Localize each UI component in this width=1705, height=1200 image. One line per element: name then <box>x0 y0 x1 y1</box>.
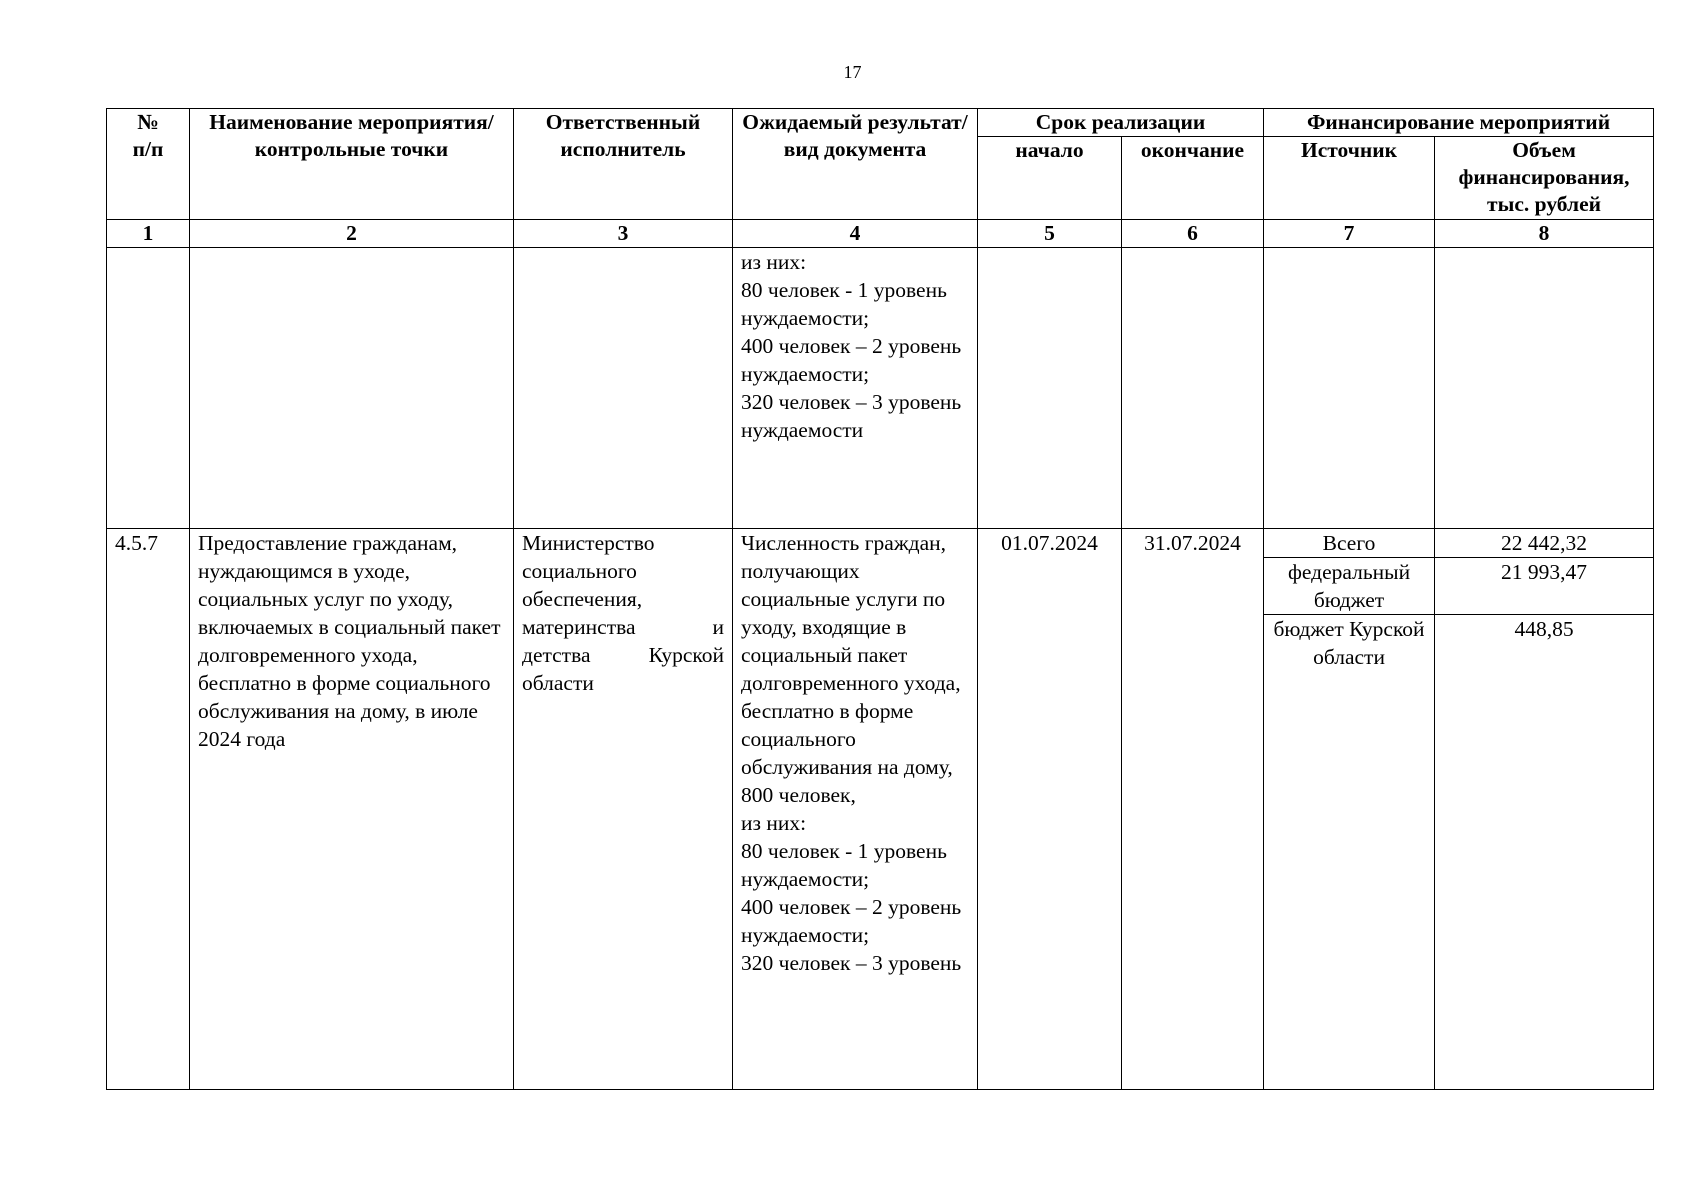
column-number: 5 <box>978 220 1122 248</box>
header-name: Наименование мероприятия/контрольные точки <box>190 109 514 220</box>
header-term-start: начало <box>978 137 1122 220</box>
cell-num: 4.5.7 <box>107 529 190 1090</box>
header-responsible: Ответственный исполнитель <box>514 109 733 220</box>
header-term-end: окончание <box>1122 137 1264 220</box>
column-number: 1 <box>107 220 190 248</box>
table-row <box>107 529 1654 1090</box>
amount-federal: 21 993,47 <box>1435 558 1653 615</box>
continuation-row <box>107 248 1654 529</box>
page-number: 17 <box>843 62 862 82</box>
cell-result: Численность граждан, получающих социальные услуги по уходу, входящие в социальный пакет долговременного ухода, бесплатно в форме социального обслуживания на дому, 800 человек, из них: 80 человек - 1 уровень нуждаемости; 400 человек – 2 уровень нуждаемости; 320 человек – 3 уровень <box>733 529 978 1090</box>
source-regional: бюджет Курской области <box>1273 617 1425 669</box>
cell-responsible: Министерство социального обеспечения, материнства и детства Курской области <box>514 529 733 1090</box>
cell-num-empty <box>107 248 190 529</box>
header-term: Срок реализации <box>978 109 1264 137</box>
cell-source <box>1264 529 1435 1090</box>
source-total: Всего <box>1264 529 1434 558</box>
column-number: 4 <box>733 220 978 248</box>
column-number: 6 <box>1122 220 1264 248</box>
cell-start-date: 01.07.2024 <box>978 529 1122 1090</box>
amount-regional: 448,85 <box>1514 617 1574 641</box>
column-number: 7 <box>1264 220 1435 248</box>
header-num: № п/п <box>107 109 190 220</box>
header-volume: Объем финансирования, тыс. рублей <box>1435 137 1654 220</box>
column-number: 8 <box>1435 220 1654 248</box>
header-row-1 <box>107 109 1654 137</box>
column-number: 3 <box>514 220 733 248</box>
cell-responsible-empty <box>514 248 733 529</box>
header-source: Источник <box>1264 137 1435 220</box>
cell-name-empty <box>190 248 514 529</box>
amount-total: 22 442,32 <box>1435 529 1653 558</box>
cell-source-empty <box>1264 248 1435 529</box>
cell-volume <box>1435 529 1654 1090</box>
cell-result-continued: из них: 80 человек - 1 уровень нуждаемости; 400 человек – 2 уровень нуждаемости; 320 человек – 3 уровень нуждаемости <box>733 248 978 529</box>
cell-name: Предоставление гражданам, нуждающимся в уходе, социальных услуг по уходу, включаемых в социальный пакет долговременного ухода, бесплатно в форме социального обслуживания на дому, в июле 2024 года <box>190 529 514 1090</box>
column-number: 2 <box>190 220 514 248</box>
header-result: Ожидаемый результат/вид документа <box>733 109 978 220</box>
header-financing: Финансирование мероприятий <box>1264 109 1654 137</box>
cell-start-empty <box>978 248 1122 529</box>
source-federal: федеральный бюджет <box>1264 558 1434 615</box>
cell-end-date: 31.07.2024 <box>1122 529 1264 1090</box>
cell-end-empty <box>1122 248 1264 529</box>
activities-table <box>106 108 1654 1090</box>
column-number-row <box>107 220 1654 248</box>
cell-volume-empty <box>1435 248 1654 529</box>
